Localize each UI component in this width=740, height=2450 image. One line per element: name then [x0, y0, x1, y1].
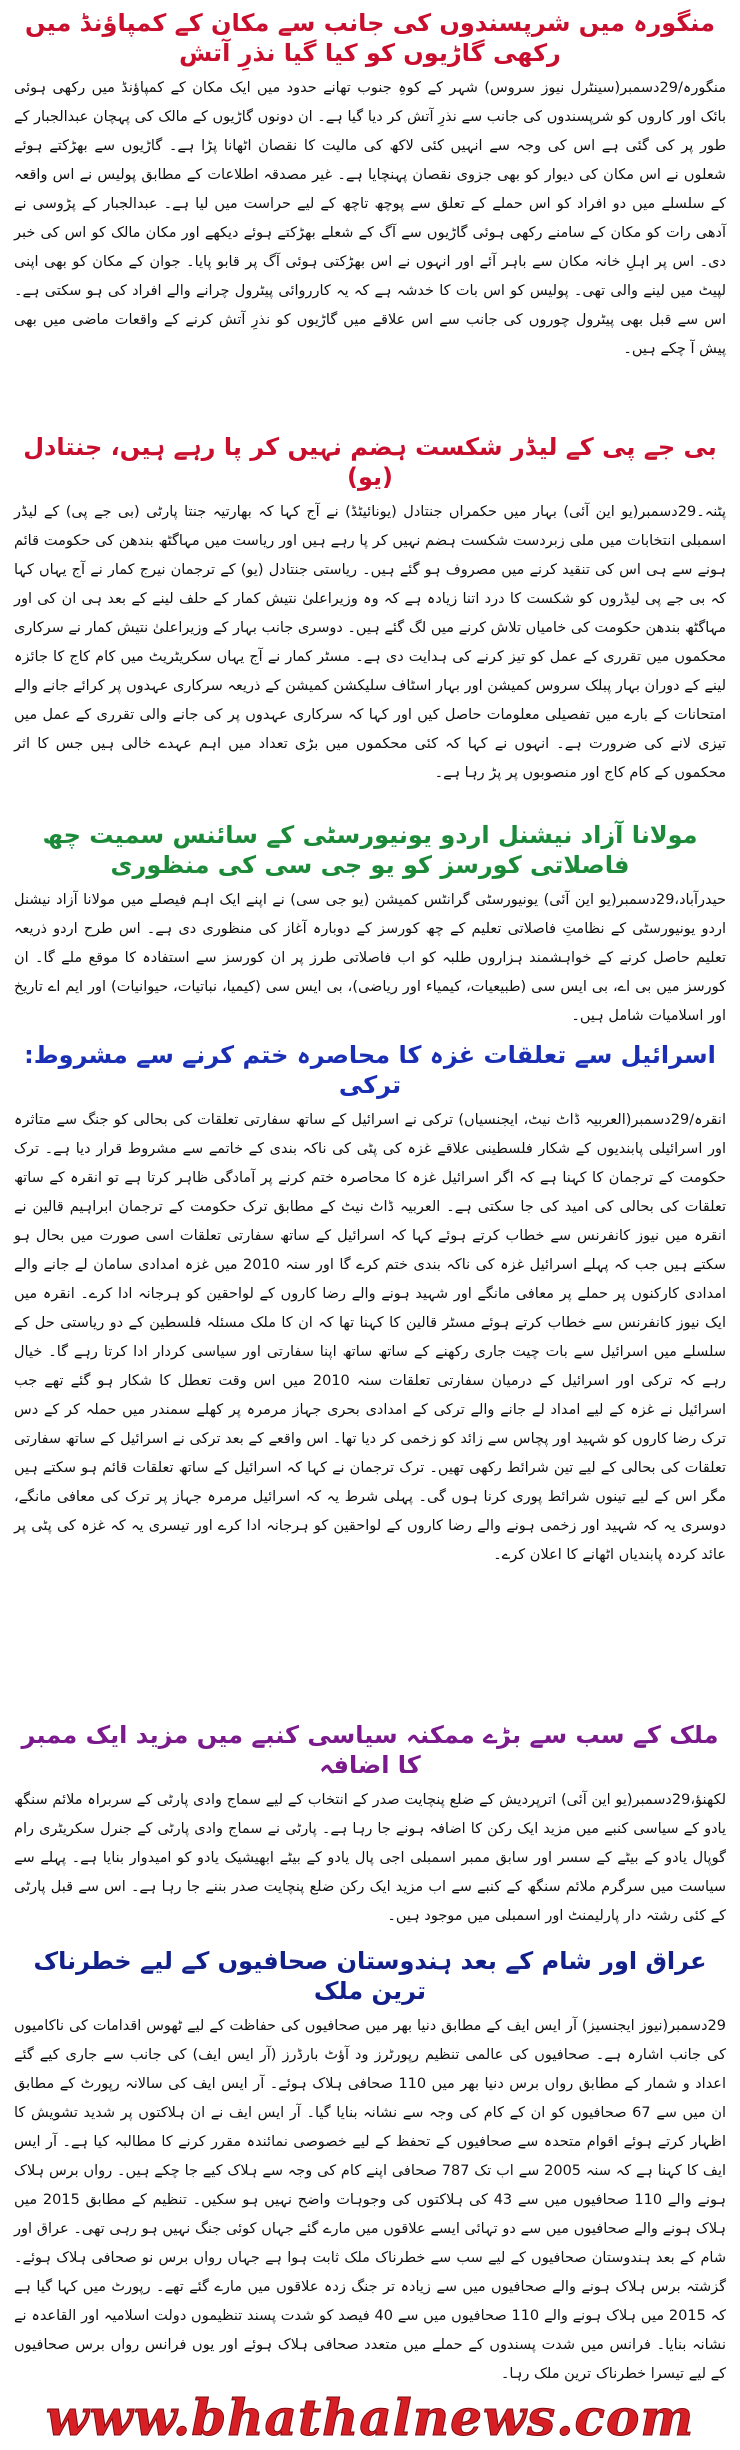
- body-mingora: منگورہ/29دسمبر(سینٹرل نیوز سروس) شہر کے کوہِ جنوب تھانے حدود میں ایک مکان کے کمپاؤنڈ میں رکھی ہوئی بائک اور کاروں کو شرپسندوں کی جانب سے نذرِ آتش کر دیا گیا ہے۔ ان دونوں گاڑیوں کے مالک کی پہچان عبدالجبار کے طور پر کی گئی ہے اس کی وجہ سے انہیں کئی لاکھ کی مالیت کا نقصان اٹھانا پڑا ہے۔ گاڑیوں سے بھڑکتے ہوئے شعلوں نے اس مکان کی دیوار کو بھی جزوی نقصان پہنچایا ہے۔ غیر مصدقہ اطلاعات کے مطابق پولیس نے اس واقعہ کے سلسلے میں دو افراد کو اس حملے کے تعلق سے پوچھ تاچھ کے لیے حراست میں لیا ہے۔ عبدالجبار کے پڑوسی نے آدھی رات کو مکان کے سامنے رکھی ہوئی گاڑیوں سے آگ کے شعلے بھڑکتے ہوئے دیکھے اور مکان مالک کو اس کی خبر دی۔ اس پر اہلِ خانہ مکان سے باہر آئے اور انہوں نے اس بھڑکتی ہوئی آگ پر قابو پایا۔ جوان کے مکان کو بھی اپنی لپیٹ میں لینے والی تھی۔ پولیس کو اس بات کا خدشہ ہے کہ یہ کارروائی پیٹرول چرانے والے افراد کی ہو سکتی ہے۔ اس سے قبل بھی پیٹرول چوروں کی جانب سے اس علاقے میں گاڑیوں کو نذرِ آتش کرنے کے واقعات ماضی میں بھی پیش آ چکے ہیں۔: [14, 80, 726, 357]
- headline-mingora: منگورہ میں شرپسندوں کی جانب سے مکان کے کمپاؤنڈ میں رکھی گاڑیوں کو کیا گیا نذرِ آتش: [25, 9, 715, 67]
- headline-turkey: اسرائیل سے تعلقات غزہ کا محاصرہ ختم کرنے سے مشروط: ترکی: [24, 1041, 716, 1099]
- headline-manuu: مولانا آزاد نیشنل اردو یونیورسٹی کے سائنس سمیت چھ فاصلاتی کورسز کو یو جی سی کی منظوری: [42, 821, 698, 879]
- article-manuu: [14, 820, 726, 1031]
- article-journalists: [14, 1946, 726, 2389]
- body-political-family: لکھنؤ،29دسمبر(یو این آئی) اترپردیش کے ضلع پنچایت صدر کے انتخاب کے لیے سماج وادی پارٹی کے سربراہ ملائم سنگھ یادو کے سیاسی کنبے میں مزید ایک رکن کا اضافہ ہونے جا رہا ہے۔ پارٹی نے سماج وادی پارٹی کے جنرل سکریٹری رام گوپال یادو کے بیٹے کے سسر اور سابق ممبر اسمبلی اجی پال یادو کے بیٹے ابھیشیک یادو کو امیدوار بنایا ہے۔ پہلے سے سیاست میں سرگرم ملائم سنگھ کے کنبے سے اب مزید ایک رکن ضلع پنچایت صدر بننے جا رہا ہے۔ اس سے قبل پارٹی کے کئی رشتہ دار پارلیمنٹ اور اسمبلی میں موجود ہیں۔: [14, 1792, 726, 1924]
- body-jdu: پٹنہ۔29دسمبر(یو این آئی) بہار میں حکمراں جنتادل (یونائیٹڈ) نے آج کہا کہ بھارتیہ جنتا پارٹی (بی جے پی) کے لیڈر اسمبلی انتخابات میں ملی زبردست شکست ہضم نہیں کر پا رہے ہیں اور ریاست میں مہاگٹھ بندھن کی حکومت قائم ہونے سے ہی اس کی تنقید کرنے میں مصروف ہو گئے ہیں۔ ریاستی جنتادل (یو) کے ترجمان نیرج کمار نے آج یہاں کہا کہ بی جے پی لیڈروں کو شکست کا درد اتنا زیادہ ہے کہ وہ وزیراعلیٰ نتیش کمار کے حلف لینے کے بعد ہی ان کی اور مہاگٹھ بندھن حکومت کی خامیاں تلاش کرنے میں لگ گئے ہیں۔ دوسری جانب بہار کے وزیراعلیٰ نتیش کمار نے سرکاری محکموں میں تقرری کے عمل کو تیز کرنے کی ہدایت دی ہے۔ مسٹر کمار نے آج یہاں سکریٹریٹ میں کام کاج کا جائزہ لینے کے دوران بہار پبلک سروس کمیشن اور بہار اسٹاف سلیکشن کمیشن کے ذریعہ سرکاری عہدوں پر کرائے جانے والے امتحانات کے بارے میں تفصیلی معلومات حاصل کیں اور کہا کہ سرکاری عہدوں پر کی جانے والی تقرری کے عمل میں تیزی لانے کی ضرورت ہے۔ انہوں نے کہا کہ کئی محکموں میں بڑی تعداد میں اہم عہدے خالی ہیں جس کا اثر محکموں کے کام کاج اور منصوبوں پر پڑ رہا ہے۔: [14, 504, 726, 781]
- body-manuu: حیدرآباد،29دسمبر(یو این آئی) یونیورسٹی گرانٹس کمیشن (یو جی سی) نے اپنے ایک اہم فیصلے میں مولانا آزاد نیشنل اردو یونیورسٹی کے نظامتِ فاصلاتی تعلیم کے چھ کورسز کے دوبارہ آغاز کی منظوری دی ہے۔ اس طرح اردو ذریعہ تعلیم حاصل کرنے کے خواہشمند ہزاروں طلبہ کو اب فاصلاتی طرز پر ان کورسز سے استفادہ کا موقع ملے گا۔ ان کورسز میں بی اے، بی ایس سی (طبیعیات، کیمیاء اور ریاضی)، بی ایس سی (کیمیا، نباتیات، حیوانیات) اور ایم اے تاریخ اور اسلامیات شامل ہیں۔: [14, 892, 726, 1024]
- body-journalists: 29دسمبر(نیوز ایجنسیز) آر ایس ایف کے مطابق دنیا بھر میں صحافیوں کی حفاظت کے لیے ٹھوس اقدامات کی ناکامیوں کی جانب اشارہ ہے۔ صحافیوں کی عالمی تنظیم رپورٹرز ود آؤٹ بارڈرز (آر ایس ایف) کی جانب سے جاری کیے گئے اعداد و شمار کے مطابق رواں برس دنیا بھر میں 110 صحافی ہلاک ہوئے۔ آر ایس ایف کی سالانہ رپورٹ کے مطابق ان میں سے 67 صحافیوں کو ان کے کام کی وجہ سے نشانہ بنایا گیا۔ آر ایس ایف نے ان ہلاکتوں پر شدید تشویش کا اظہار کرتے ہوئے اقوام متحدہ سے صحافیوں کے تحفظ کے لیے خصوصی نمائندہ مقرر کرنے کا مطالبہ کیا ہے۔ آر ایس ایف کا کہنا ہے کہ سنہ 2005 سے اب تک 787 صحافی اپنے کام کی وجہ سے ہلاک کیے جا چکے ہیں۔ رواں برس ہلاک ہونے والے 110 صحافیوں میں سے 43 کی ہلاکتوں کی وجوہات واضح نہیں ہو سکیں۔ تنظیم کے مطابق 2015 میں ہلاک ہونے والے صحافیوں میں سے دو تہائی ایسے علاقوں میں مارے گئے جہاں کوئی جنگ نہیں ہو رہی تھی۔ عراق اور شام کے بعد ہندوستان صحافیوں کے لیے سب سے خطرناک ملک ثابت ہوا ہے جہاں رواں برس نو صحافی ہلاک ہوئے۔ گزشتہ برس ہلاک ہونے والے صحافیوں میں سے زیادہ تر جنگ زدہ علاقوں میں مارے گئے تھے۔ رپورٹ میں کہا گیا ہے کہ 2015 میں ہلاک ہونے والے 110 صحافیوں میں سے 40 فیصد کو شدت پسند تنظیموں دولت اسلامیہ اور القاعدہ نے نشانہ بنایا۔ فرانس میں شدت پسندوں کے حملے میں متعدد صحافی ہلاک ہوئے اور یوں فرانس رواں برس صحافیوں کے لیے تیسرا خطرناک ترین ملک رہا۔: [14, 2018, 727, 2382]
- headline-jdu: بی جے پی کے لیڈر شکست ہضم نہیں کر پا رہے ہیں، جنتادل (یو): [23, 433, 717, 491]
- headline-political-family: ملک کے سب سے بڑے ممکنہ سیاسی کنبے میں مزید ایک ممبر کا اضافہ: [21, 1721, 719, 1779]
- footer-banner: [0, 2384, 740, 2450]
- site-url-link[interactable]: www.bhathalnews.com: [45, 2387, 695, 2447]
- headline-journalists: عراق اور شام کے بعد ہندوستان صحافیوں کے لیے خطرناک ترین ملک: [33, 1947, 707, 2005]
- article-mingora: [14, 8, 726, 364]
- article-turkey: [14, 1040, 726, 1570]
- article-jdu: [14, 432, 726, 788]
- article-political-family: [14, 1720, 726, 1931]
- body-turkey: انقرہ/29دسمبر(العربیہ ڈاٹ نیٹ، ایجنسیاں) ترکی نے اسرائیل کے ساتھ سفارتی تعلقات کی بحالی کو جنگ سے متاثرہ اور اسرائیلی پابندیوں کے شکار فلسطینی علاقے غزہ کی پٹی کی ناکہ بندی کے خاتمے سے مشروط قرار دیا ہے۔ ترک حکومت کے ترجمان کا کہنا ہے کہ اگر اسرائیل غزہ کا محاصرہ ختم کرنے پر آمادگی ظاہر کرتا ہے تو انقرہ کے ساتھ تعلقات کی بحالی کی امید کی جا سکتی ہے۔ العربیہ ڈاٹ نیٹ کے مطابق ترک حکومت کے ترجمان ابراہیم قالین نے انقرہ میں نیوز کانفرنس سے خطاب کرتے ہوئے کہا کہ اسرائیل کے ساتھ سفارتی تعلقات اسی صورت میں بحال ہو سکتے ہیں جب کہ پہلے اسرائیل غزہ کی ناکہ بندی ختم کرے گا اور سنہ 2010 میں غزہ امدادی سامان لے جانے والے امدادی کارکنوں پر حملے پر معافی مانگے اور شہید ہونے والے رضا کاروں کے لواحقین کو ہرجانہ ادا کرے۔ انقرہ میں ایک نیوز کانفرنس سے خطاب کرتے ہوئے مسٹر قالین کا کہنا تھا کہ ان کا ملک مسئلہ فلسطین کے دو ریاستی حل کے سلسلے میں اسرائیل سے بات چیت جاری رکھنے کے ساتھ ساتھ اپنا سفارتی اور سیاسی کردار ادا کرتا رہے گا۔ خیال رہے کہ ترکی اور اسرائیل کے درمیان سفارتی تعلقات سنہ 2010 میں اس وقت تعطل کا شکار ہو گئے تھے جب اسرائیل نے غزہ کے لیے امداد لے جانے والے ترکی کے امدادی بحری جہاز مرمرہ پر کھلے سمندر میں حملہ کر کے دس ترک رضا کاروں کو شہید اور پچاس سے زائد کو زخمی کر دیا تھا۔ اس واقعے کے بعد ترکی نے اسرائیل کے ساتھ سفارتی تعلقات کی بحالی کے لیے تین شرائط رکھی تھیں۔ ترک ترجمان نے کہا کہ اسرائیل کے ساتھ تعلقات قائم ہو سکتے ہیں مگر اس کے لیے تینوں شرائط پوری کرنا ہوں گی۔ پہلی شرط یہ کہ اسرائیل مرمرہ جہاز پر ترک کی معافی مانگے، دوسری یہ کہ شہید اور زخمی ہونے والے رضا کاروں کے لواحقین کو ہرجانہ ادا کرے اور تیسری یہ کہ غزہ کی پٹی پر عائد کردہ پابندیاں اٹھانے کا اعلان کرے۔: [14, 1112, 726, 1563]
